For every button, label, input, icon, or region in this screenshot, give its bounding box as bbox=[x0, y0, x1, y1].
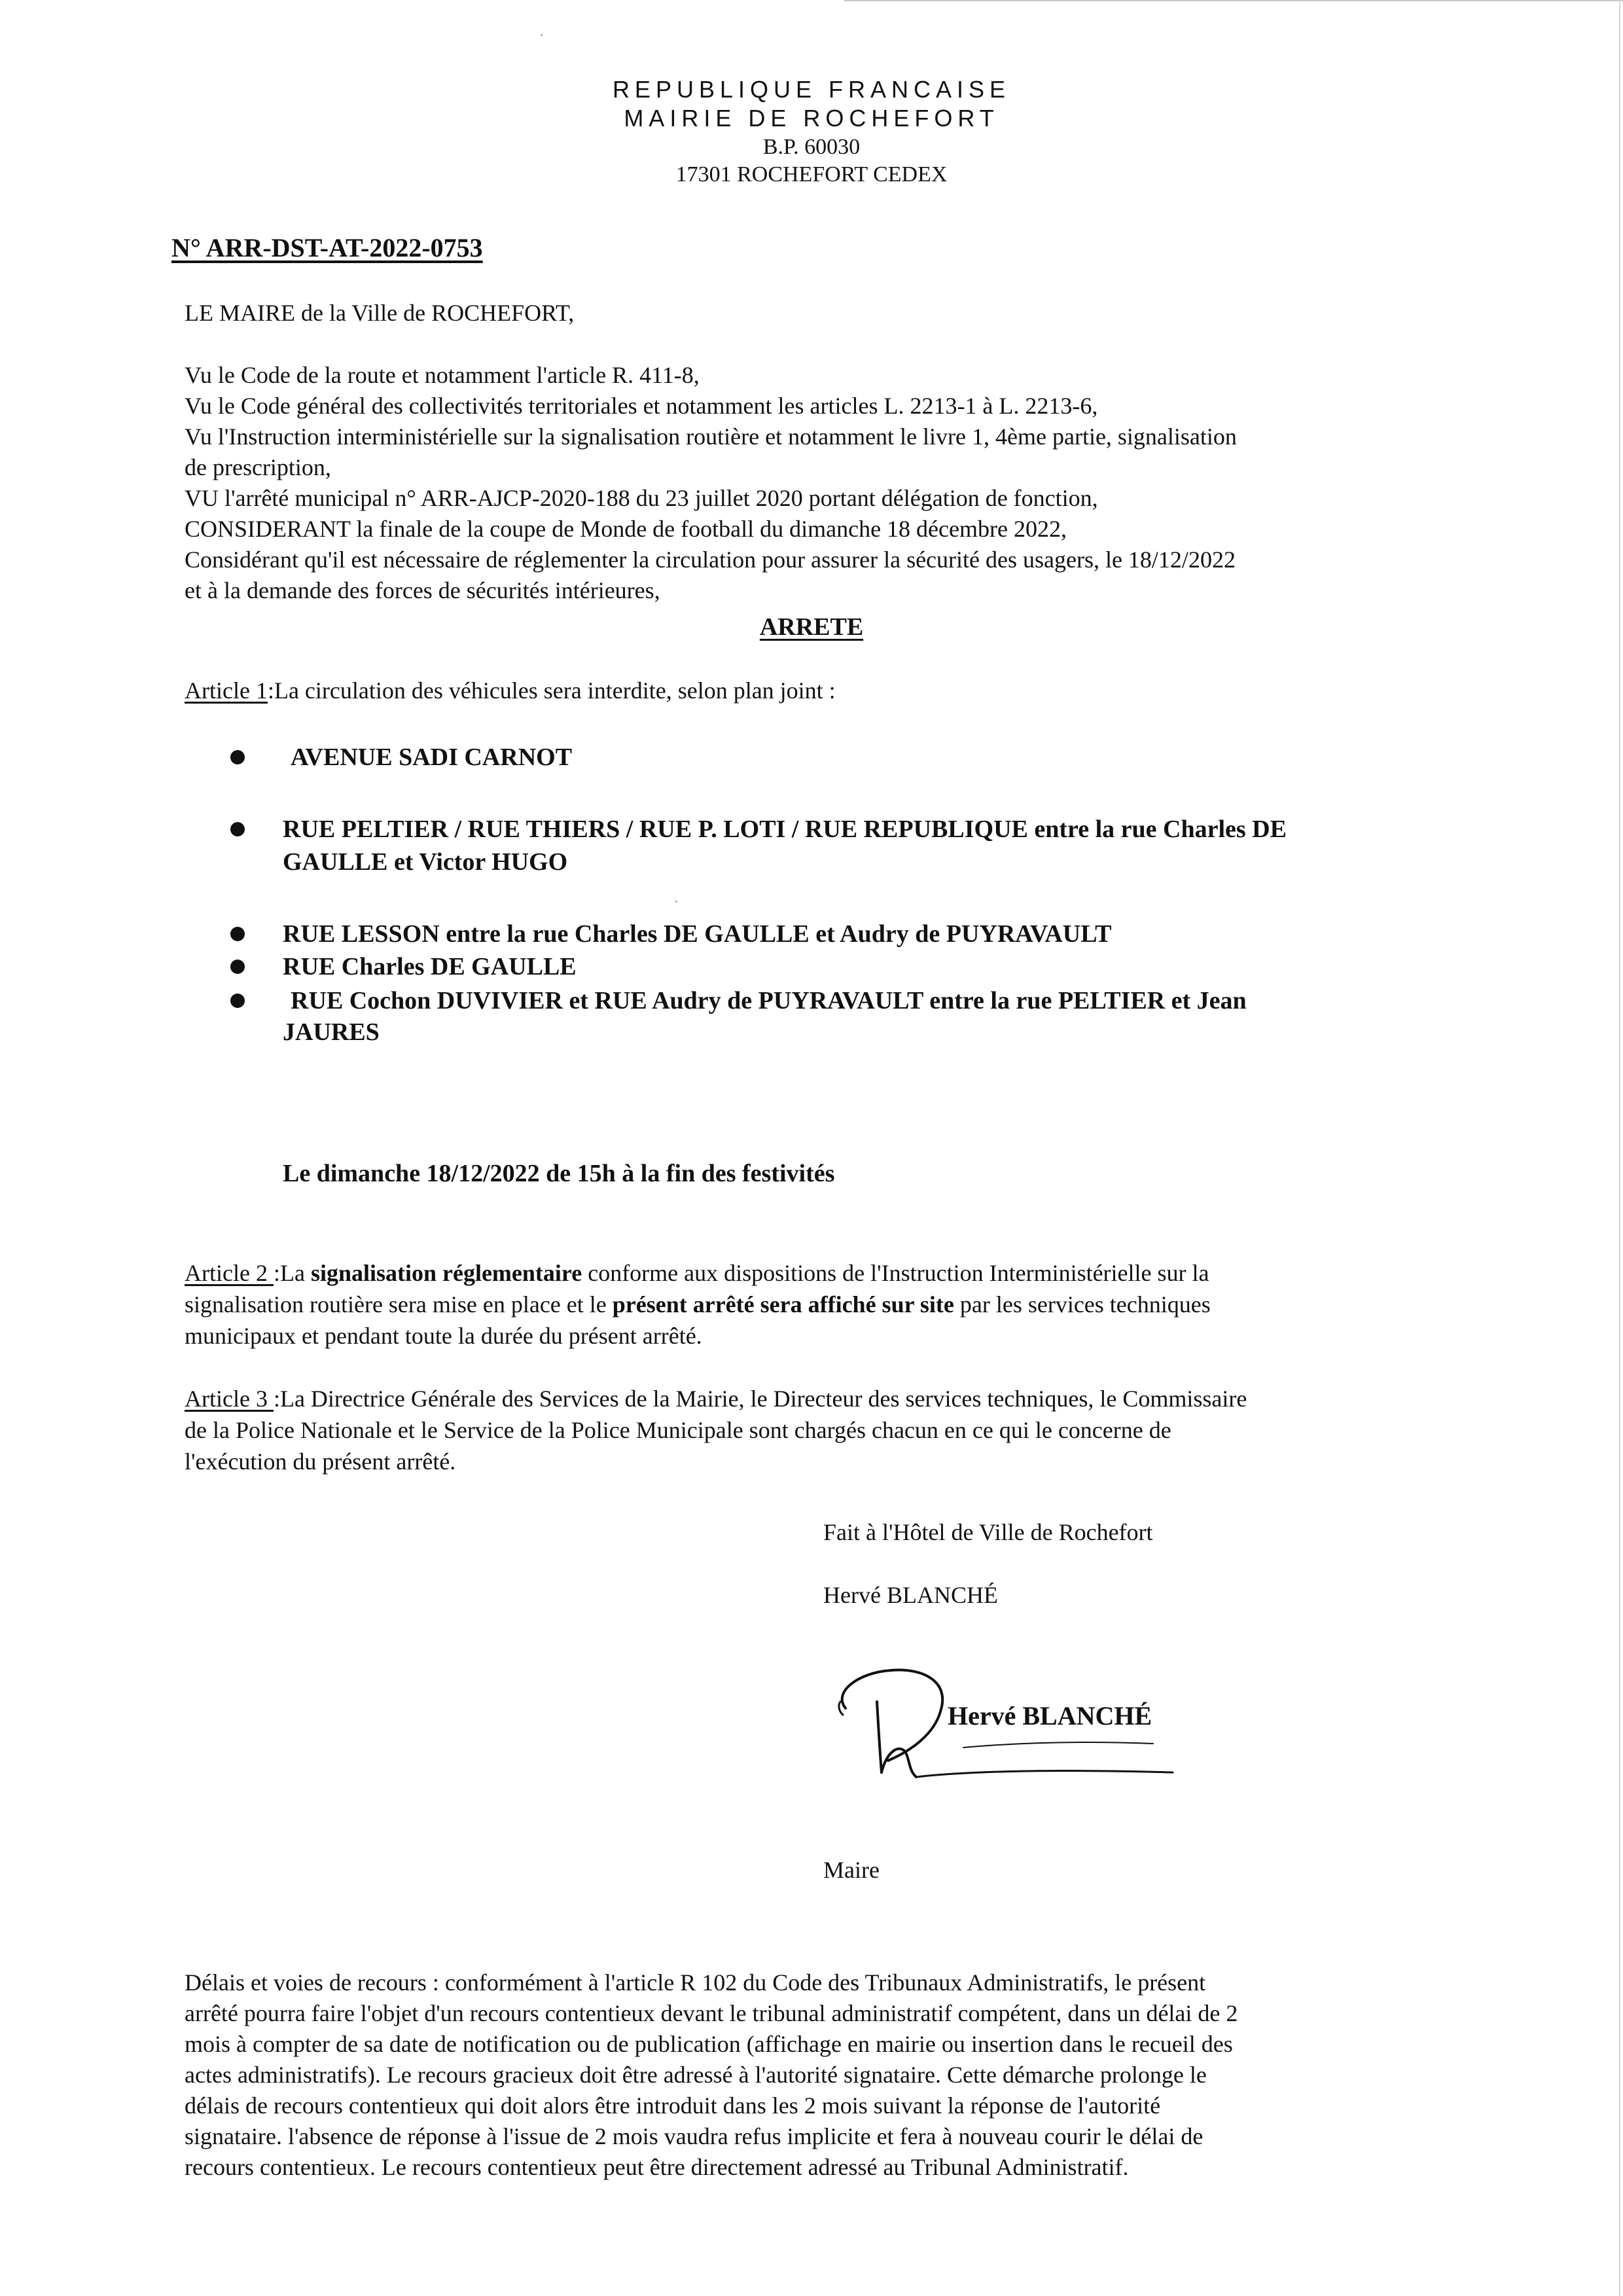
bullet-icon bbox=[230, 822, 245, 836]
article-2-label: Article 2 bbox=[185, 1260, 274, 1286]
bullet-icon bbox=[230, 750, 245, 764]
arrete-heading: ARRETE bbox=[759, 613, 864, 641]
scan-speck bbox=[675, 901, 677, 903]
signature-stamp-name: Hervé BLANCHÉ bbox=[948, 1701, 1152, 1731]
street-item-continued: JAURES bbox=[283, 1018, 380, 1046]
recourse-line: Délais et voies de recours : conformément à l'article R 102 du Code des Tribunaux Administratifs, le présent bbox=[185, 1969, 1206, 1996]
article-1-intro bbox=[185, 675, 836, 706]
consideration-line: VU l'arrêté municipal n° ARR-AJCP-2020-188 du 23 juillet 2020 portant délégation de fonction, bbox=[185, 485, 1098, 511]
article-2-line: signalisation routière sera mise en place et le présent arrêté sera affiché sur site par les services techniques bbox=[185, 1291, 1211, 1318]
article-3-line: de la Police Nationale et le Service de la Police Municipale sont chargés chacun en ce qui le concerne de bbox=[185, 1417, 1171, 1443]
scan-edge-right bbox=[1619, 0, 1620, 2296]
consideration-line: Vu le Code de la route et notamment l'article R. 411-8, bbox=[185, 362, 700, 388]
signature-place: Fait à l'Hôtel de Ville de Rochefort bbox=[823, 1519, 1153, 1545]
consideration-line: CONSIDERANT la finale de la coupe de Monde de football du dimanche 18 décembre 2022, bbox=[185, 516, 1067, 542]
scan-edge-top bbox=[844, 0, 1623, 1]
article-2-line: municipaux et pendant toute la durée du présent arrêté. bbox=[185, 1323, 702, 1349]
consideration-line: et à la demande des forces de sécurités intérieures, bbox=[185, 577, 660, 603]
article-2-line: Article 2 :La signalisation réglementaire conforme aux dispositions de l'Instruction Interministérielle sur la bbox=[185, 1260, 1209, 1286]
article-3-line: Article 3 :La Directrice Générale des Services de la Mairie, le Directeur des services techniques, le Commissaire bbox=[185, 1386, 1247, 1412]
prohibition-date: Le dimanche 18/12/2022 de 15h à la fin des festivités bbox=[283, 1160, 835, 1187]
street-item: RUE Cochon DUVIVIER et RUE Audry de PUYRAVAULT entre la rue PELTIER et Jean bbox=[291, 987, 1247, 1014]
header-republique: REPUBLIQUE FRANCAISE bbox=[612, 76, 1011, 103]
consideration-line: Vu l'Instruction interministérielle sur la signalisation routière et notamment le livre 1, 4ème partie, signalisation bbox=[185, 423, 1237, 450]
bullet-icon bbox=[230, 960, 245, 974]
arrete-reference: N° ARR-DST-AT-2022-0753 bbox=[171, 233, 483, 262]
consideration-line: de prescription, bbox=[185, 454, 331, 480]
signatory-title: Maire bbox=[823, 1857, 880, 1883]
street-item: RUE LESSON entre la rue Charles DE GAULLE et Audry de PUYRAVAULT bbox=[283, 920, 1112, 948]
recourse-line: délais de recours contentieux qui doit alors être introduit dans les 2 mois suivant la réponse de l'autorité bbox=[185, 2092, 1161, 2119]
bullet-icon bbox=[230, 994, 245, 1008]
article-3-label: Article 3 bbox=[185, 1386, 274, 1412]
street-item-continued: GAULLE et Victor HUGO bbox=[283, 848, 568, 876]
article-1-text: :La circulation des véhicules sera interdite, selon plan joint : bbox=[267, 677, 836, 704]
street-item: RUE PELTIER / RUE THIERS / RUE P. LOTI / RUE REPUBLIQUE entre la rue Charles DE bbox=[283, 816, 1287, 843]
article-1-label: Article 1 bbox=[185, 677, 268, 704]
consideration-line: Vu le Code général des collectivités territoriales et notamment les articles L. 2213-1 à L. 2213-6, bbox=[185, 393, 1098, 419]
header-bp: B.P. 60030 bbox=[762, 135, 861, 159]
recourse-line: actes administratifs). Le recours gracieux doit être adressé à l'autorité signataire. Cette démarche prolonge le bbox=[185, 2062, 1207, 2088]
bullet-icon bbox=[230, 927, 245, 941]
street-item: RUE Charles DE GAULLE bbox=[283, 953, 577, 980]
recourse-line: arrêté pourra faire l'objet d'un recours contentieux devant le tribunal administratif compétent, dans un délai de 2 bbox=[185, 2000, 1238, 2026]
header-address: 17301 ROCHEFORT CEDEX bbox=[675, 162, 948, 187]
recourse-line: signataire. l'absence de réponse à l'issue de 2 mois vaudra refus implicite et fera à nouveau courir le délai de bbox=[185, 2123, 1204, 2149]
header-mairie: MAIRIE DE ROCHEFORT bbox=[624, 105, 999, 132]
article-3-line: l'exécution du présent arrêté. bbox=[185, 1448, 456, 1475]
signatory-name: Hervé BLANCHÉ bbox=[823, 1582, 998, 1608]
street-item: AVENUE SADI CARNOT bbox=[291, 744, 573, 771]
consideration-line: Considérant qu'il est nécessaire de réglementer la circulation pour assurer la sécurité des usagers, le 18/12/2022 bbox=[185, 547, 1236, 573]
recourse-line: recours contentieux. Le recours contentieux peut être directement adressé au Tribunal Administratif. bbox=[185, 2154, 1129, 2180]
intro-line: LE MAIRE de la Ville de ROCHEFORT, bbox=[185, 300, 575, 326]
recourse-line: mois à compter de sa date de notification ou de publication (affichage en mairie ou insertion dans le recueil des bbox=[185, 2031, 1233, 2057]
scan-speck bbox=[541, 34, 543, 36]
